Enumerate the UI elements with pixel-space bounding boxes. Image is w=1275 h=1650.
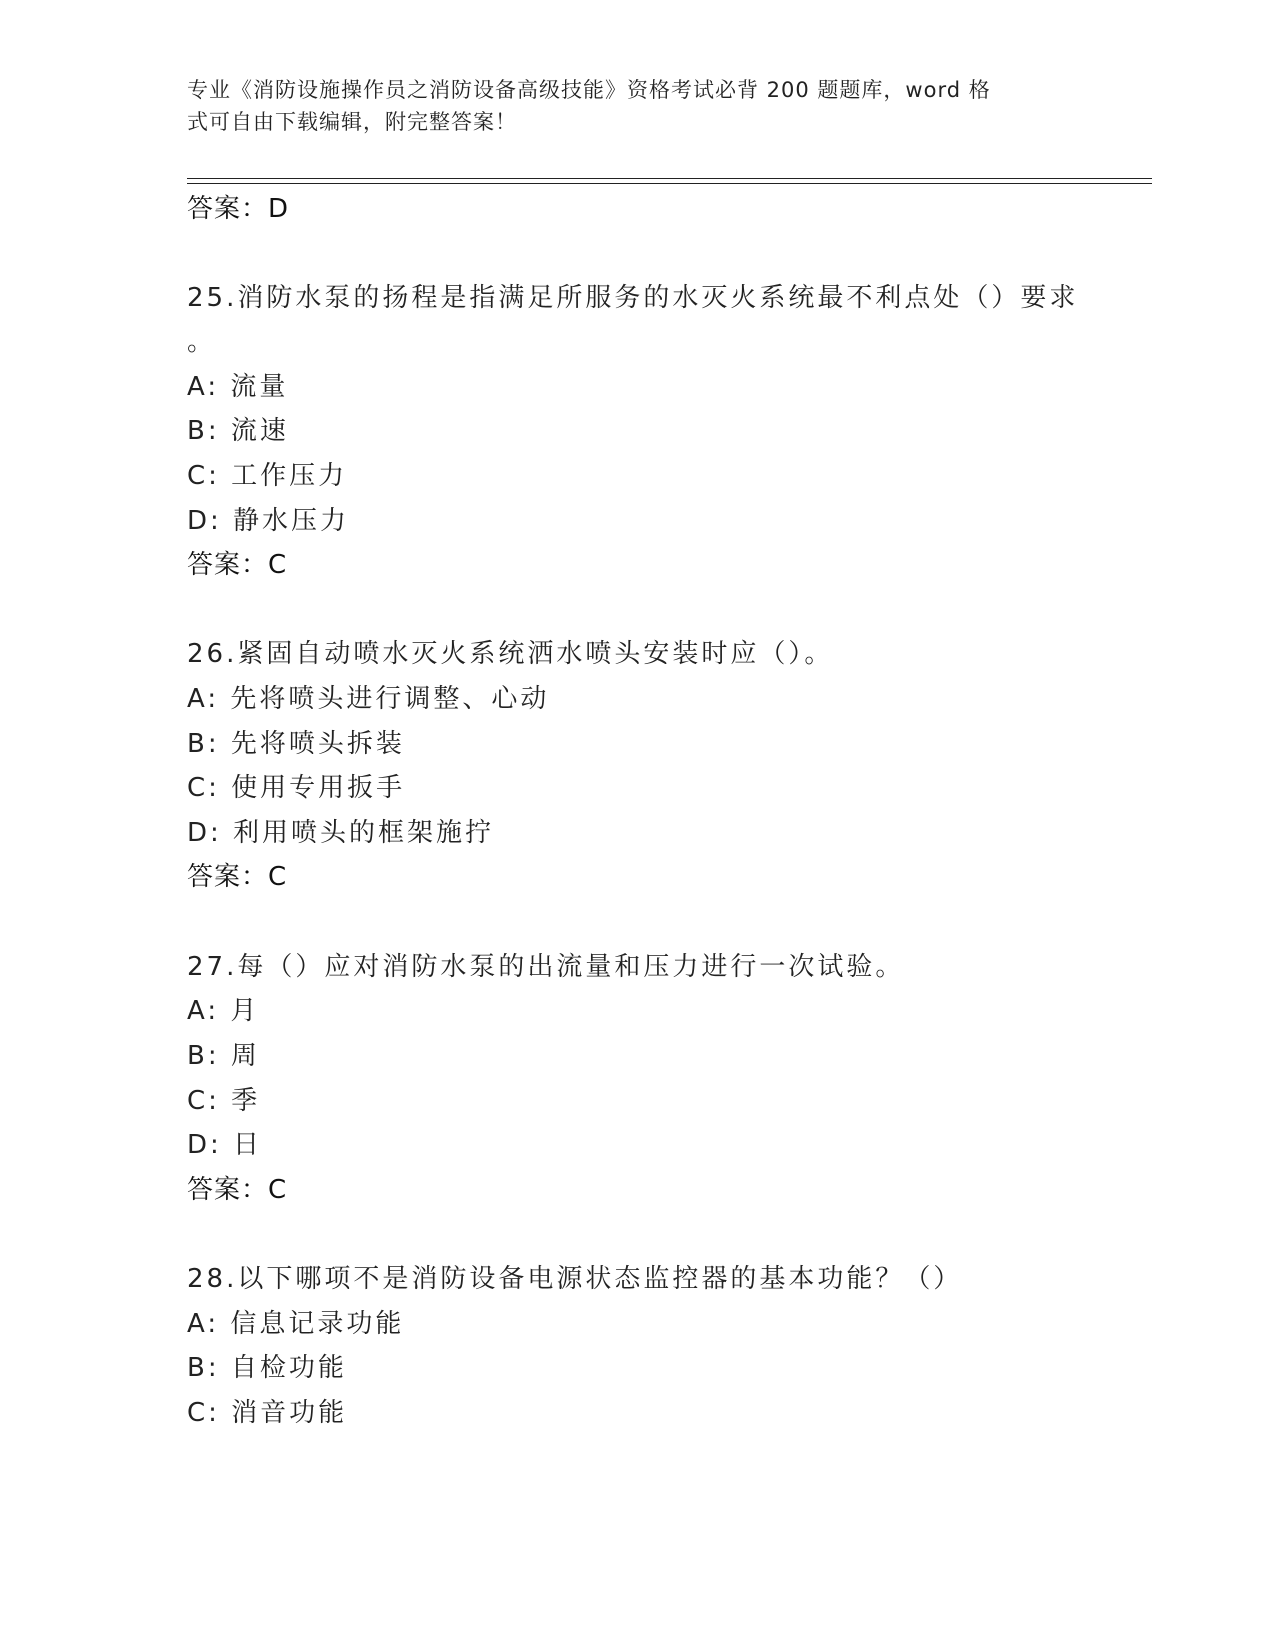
header-line-2: 式可自由下载编辑，附完整答案！ — [187, 110, 517, 134]
question-27-option-c: C: 季 — [187, 1086, 261, 1116]
question-25-stem-line-2: 。 — [187, 327, 217, 357]
question-27-option-b: B: 周 — [187, 1041, 260, 1071]
question-27-answer: 答案：C — [187, 1175, 288, 1205]
question-27-option-d: D: 日 — [187, 1130, 263, 1160]
question-25-stem-line-1: 25.消防水泵的扬程是指满足所服务的水灭火系统最不利点处（）要求 — [187, 283, 1079, 313]
question-26-stem: 26.紧固自动喷水灭火系统洒水喷头安装时应（）。 — [187, 639, 834, 669]
question-25-option-b: B: 流速 — [187, 416, 289, 446]
question-26-option-a: A: 先将喷头进行调整、心动 — [187, 684, 550, 714]
question-25-option-a: A: 流量 — [187, 372, 289, 402]
question-25-answer: 答案：C — [187, 550, 288, 580]
header-line-1: 专业《消防设施操作员之消防设备高级技能》资格考试必背 200 题题库，word 格 — [187, 78, 991, 102]
question-27-option-a: A: 月 — [187, 996, 260, 1026]
previous-answer: 答案：D — [187, 194, 290, 224]
question-27-stem: 27.每（）应对消防水泵的出流量和压力进行一次试验。 — [187, 952, 905, 982]
question-25-option-d: D: 静水压力 — [187, 506, 350, 536]
question-28-option-c: C: 消音功能 — [187, 1398, 348, 1428]
question-26-option-b: B: 先将喷头拆装 — [187, 729, 405, 759]
question-26-answer: 答案：C — [187, 862, 288, 892]
question-28-option-b: B: 自检功能 — [187, 1353, 347, 1383]
question-25-option-c: C: 工作压力 — [187, 461, 348, 491]
question-26-option-c: C: 使用专用扳手 — [187, 773, 406, 803]
question-28-stem: 28.以下哪项不是消防设备电源状态监控器的基本功能？（） — [187, 1264, 963, 1294]
header-divider-top — [187, 178, 1152, 179]
question-26-option-d: D: 利用喷头的框架施拧 — [187, 818, 495, 848]
header-divider-bottom — [187, 183, 1152, 184]
question-28-option-a: A: 信息记录功能 — [187, 1309, 405, 1339]
document-header — [187, 74, 1067, 138]
